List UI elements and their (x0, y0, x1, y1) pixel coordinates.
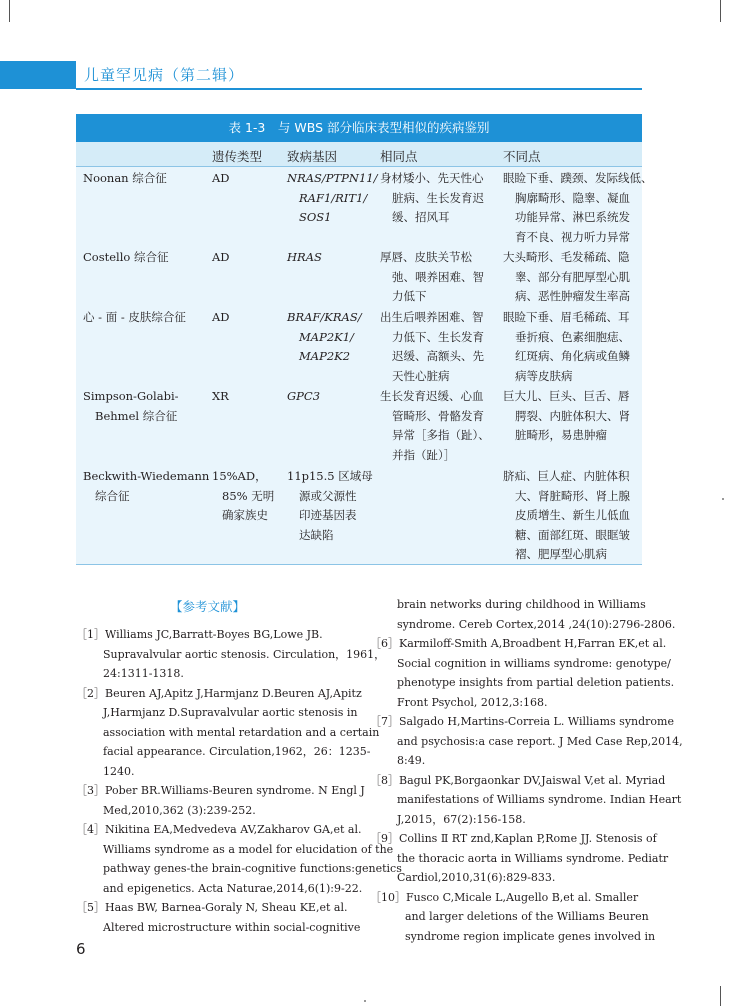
column-header: 遗传类型 (212, 149, 263, 164)
running-title: 儿童罕见病（第二辑） (84, 66, 245, 84)
reference-line: Med,2010,362 (3):239-252. (103, 803, 256, 817)
reference-line: ［7］Salgado H,Martins-Correia L. Williams syndrome (370, 715, 674, 728)
table-row-disease: Costello 综合征 (83, 250, 169, 264)
reference-line: 8:49. (397, 754, 426, 767)
reference-line: Williams syndrome as a model for elucidation of the (103, 842, 394, 856)
reference-line: and epigenetics. Acta Naturae,2014,6(1):9-22. (103, 881, 363, 895)
reference-line: ［5］Haas BW, Barnea-Goraly N, Sheau KE,et al. (76, 901, 348, 914)
table-row-same: 身材矮小、先天性心 脏病、生长发育迟 缓、招风耳 (380, 171, 484, 224)
edge-mark (364, 1000, 366, 1002)
references-right-column (370, 595, 683, 946)
reference-line: Altered microstructure within social-cognitive (103, 920, 361, 934)
references-left-column (76, 625, 402, 937)
column-header: 不同点 (503, 149, 541, 164)
reference-line: ［2］Beuren AJ,Apitz J,Harmjanz D.Beuren AJ,Apitz (76, 686, 362, 700)
table-row-disease: Beckwith-Wiedemann 综合征 (83, 469, 210, 503)
table-header-row (76, 142, 642, 167)
reference-line: syndrome. Cereb Cortex,2014 ,24(10):2796-2806. (397, 617, 676, 631)
table-row-diff: 巨大儿、巨头、巨舌、唇 腭裂、内脏体积大、肾 脏畸形，易患肿瘤 (503, 389, 630, 442)
table-row-gene: HRAS (287, 250, 322, 264)
reference-line: the thoracic aorta in Williams syndrome. Pediatr (397, 851, 669, 865)
table-row-gene: NRAS/PTPN11/ RAF1/RIT1/ SOS1 (287, 171, 378, 224)
reference-line: Supravalvular aortic stenosis. Circulation，1961， (103, 647, 386, 661)
reference-line: syndrome region implicate genes involved in (405, 929, 656, 943)
table-row-gene: 11p15.5 区域母 源或父源性 印迹基因表 达缺陷 (287, 469, 373, 542)
table-row-disease: Simpson-Golabi- Behmel 综合征 (83, 389, 179, 423)
reference-line: ［3］Pober BR.Williams-Beuren syndrome. N Engl J (76, 784, 365, 797)
reference-line: phenotype insights from partial deletion patients. (397, 676, 675, 689)
reference-line: Front Psychol, 2012,3:168. (397, 695, 548, 709)
reference-line: ［9］Collins Ⅱ RT znd,Kaplan P,Rome JJ. Stenosis of (370, 832, 657, 845)
header-rule (76, 88, 642, 90)
reference-line: 24:1311-1318. (103, 667, 184, 680)
table-row-inheritance: 15%AD， 85% 无明 确家族史 (212, 469, 275, 522)
reference-line: brain networks during childhood in Williams (397, 598, 646, 611)
table-row-gene: BRAF/KRAS/ MAP2K1/ MAP2K2 (287, 310, 362, 363)
reference-line: ［4］Nikitina EA,Medvedeva AV,Zakharov GA,et al. (76, 823, 362, 836)
reference-line: J,2015，67(2):156-158. (397, 812, 526, 826)
reference-line: ［6］Karmiloff-Smith A,Broadbent H,Farran EK,et al. (370, 637, 667, 650)
crop-mark (720, 986, 730, 1006)
table-row-inheritance: AD (212, 171, 230, 185)
table-row-gene: GPC3 (287, 389, 321, 403)
table-row-same: 出生后喂养困难、智 力低下、生长发育 迟缓、高额头、先 天性心脏病 (380, 310, 484, 383)
reference-line: facial appearance. Circulation,1962，26：1235- (103, 745, 371, 758)
table-row-diff: 眼睑下垂、蹼颈、发际线低、 胸廓畸形、隐睾、凝血 功能异常、淋巴系统发 育不良、视力听力异常 (503, 171, 653, 244)
reference-line: pathway genes-the brain-cognitive functions:genetics (103, 862, 402, 875)
table-row-disease: 心 - 面 - 皮肤综合征 (83, 310, 186, 324)
references-heading: 【参考文献】 (170, 599, 246, 614)
table-row-diff: 眼睑下垂、眉毛稀疏、耳 垂折痕、色素细胞痣、 红斑病、角化病或鱼鳞 病等皮肤病 (503, 310, 630, 383)
reference-line: and psychosis:a case report. J Med Case Rep,2014, (397, 734, 683, 748)
reference-line: J,Harmjanz D.Supravalvular aortic stenosis in (103, 706, 358, 719)
reference-line: and larger deletions of the Williams Beuren (405, 910, 649, 923)
reference-line: ［8］Bagul PK,Borgaonkar DV,Jaiswal V,et al. Myriad (370, 773, 666, 787)
crop-mark (720, 0, 730, 22)
page-number: 6 (76, 940, 86, 958)
table-row-inheritance: XR (212, 389, 229, 403)
reference-line: association with mental retardation and a certain (103, 725, 380, 739)
table-row-inheritance: AD (212, 250, 230, 264)
table-row-same: 厚唇、皮肤关节松 弛、喂养困难、智 力低下 (380, 250, 484, 303)
edge-mark (722, 498, 724, 500)
reference-line: ［1］Williams JC,Barratt-Boyes BG,Lowe JB. (76, 628, 323, 641)
header-color-bar (0, 61, 76, 89)
column-header: 致病基因 (287, 149, 338, 164)
reference-line: Cardiol,2010,31(6):829-833. (397, 871, 556, 884)
crop-mark (0, 0, 10, 22)
reference-line: 1240. (103, 764, 135, 778)
table-row-inheritance: AD (212, 310, 230, 324)
reference-line: manifestations of Williams syndrome. Indian Heart (397, 793, 682, 806)
reference-line: ［10］Fusco C,Micale L,Augello B,et al. Smaller (370, 890, 639, 904)
table-row-disease: Noonan 综合征 (83, 171, 167, 185)
table-caption: 表 1-3 与 WBS 部分临床表型相似的疾病鉴别 (76, 114, 642, 142)
table-row-diff: 大头畸形、毛发稀疏、隐 睾、部分有肥厚型心肌 病、恶性肿瘤发生率高 (503, 250, 630, 303)
column-header: 相同点 (380, 149, 418, 164)
reference-line: Social cognition in williams syndrome: genotype/ (397, 656, 671, 670)
table-row-diff: 脐疝、巨人症、内脏体积 大、肾脏畸形、肾上腺 皮质增生、新生儿低血 糖、面部红斑、眼眶皱 褶、肥厚型心肌病 (503, 469, 630, 561)
table-row-same: 生长发育迟缓、心血 管畸形、骨骼发育 异常［多指（趾）、 并指（趾）］ (380, 389, 490, 462)
